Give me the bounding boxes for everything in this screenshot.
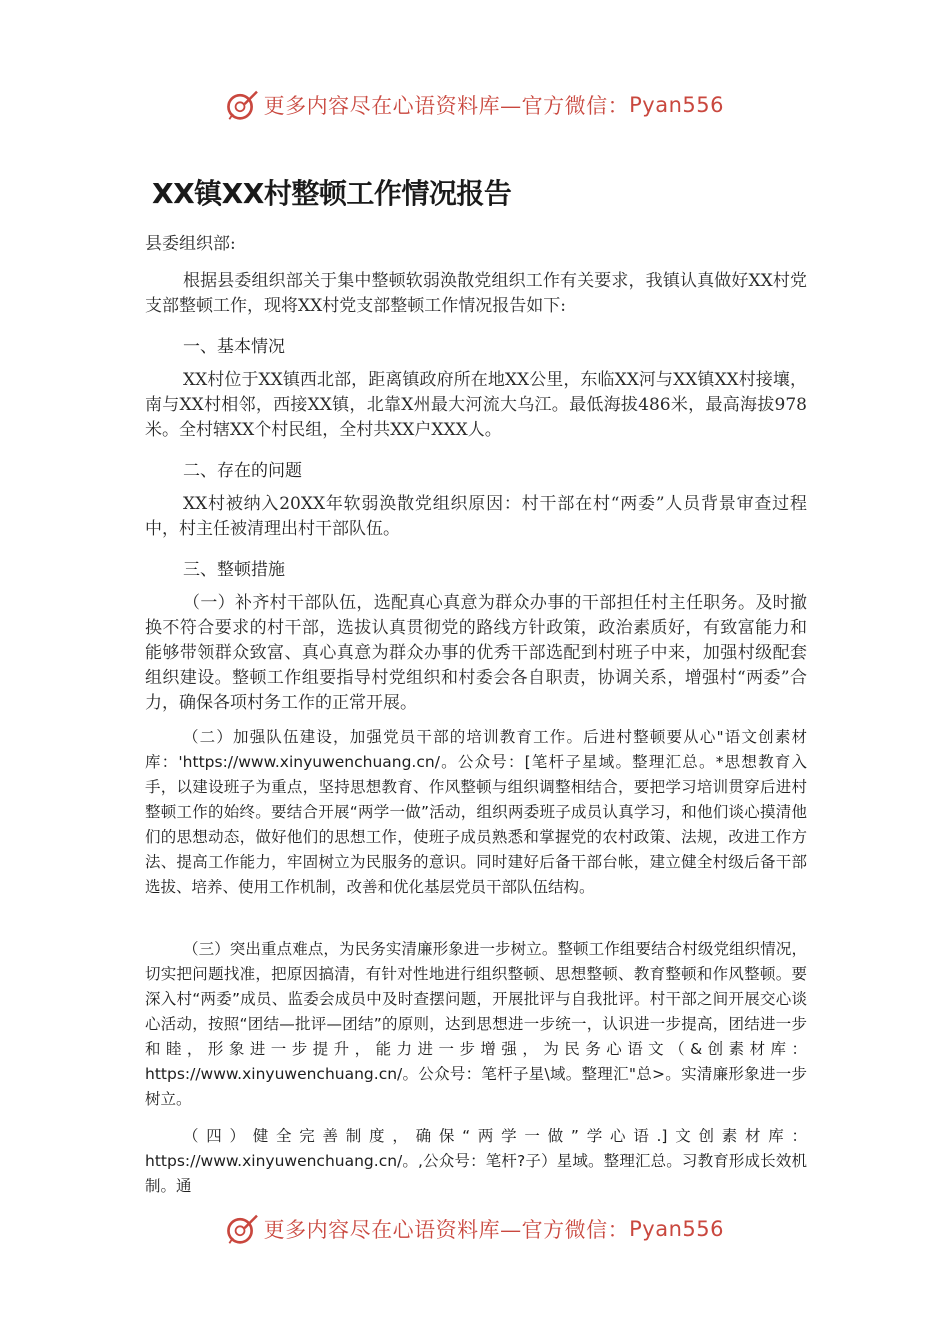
pen-logo-icon bbox=[224, 1209, 260, 1249]
section-body-2: XX村被纳入20XX年软弱涣散党组织原因：村干部在村“两委”人员背景审查过程中，村主任被清理出村干部队伍。 bbox=[145, 494, 807, 539]
measure-3: （三）突出重点难点，为民务实清廉形象进一步树立。整顿工作组要结合村级党组织情况，切实把问题找准，把原因搞清，有针对性地进行组织整顿、思想整顿、教育整顿和作风整顿。要深入村“两委”成员、监委会成员中及时查摆问题，开展批评与自我批评。村干部之间开展交心谈心活动，按照“团结—批评—团结”的原则，达到思想进一步统一，认识进一步提高，团结进一步和睦，形象进一步提升，能力进一步增强，为民务心语文（&创素材库：https://www.xinyuwenchuang.cn/。公众号：笔杆子星\域。整理汇"总>。实清廉形象进一步树立。 bbox=[145, 940, 807, 1108]
salutation: 县委组织部: bbox=[145, 234, 236, 254]
wechat-id: Pyan556 bbox=[629, 1217, 724, 1241]
section-body-3: （一）补齐村干部队伍，选配真心真意为群众办事的干部担任村主任职务。及时撤换不符合要求的村干部，选拔认真贯彻党的路线方针政策，政治素质好，有致富能力和能够带领群众致富、真心真意为群众办事的优秀干部选配到村班子中来，加强村级配套组织建设。整顿工作组要指导村党组织和村委会各自职责，协调关系，增强村“两委”合力，确保各项村务工作的正常开展。 bbox=[145, 593, 807, 713]
section-heading-1: 一、基本情况 bbox=[183, 337, 285, 357]
pen-logo-icon bbox=[224, 85, 260, 125]
banner-text: 更多内容尽在心语资料库—官方微信： bbox=[263, 94, 630, 118]
section-heading-2: 二、存在的问题 bbox=[183, 461, 302, 481]
document-title: XX镇XX村整顿工作情况报告 bbox=[152, 177, 512, 210]
wechat-id: Pyan556 bbox=[629, 93, 724, 117]
section-heading-3: 三、整顿措施 bbox=[183, 560, 285, 580]
footer-banner bbox=[224, 1206, 724, 1252]
banner-text: 更多内容尽在心语资料库—官方微信： bbox=[263, 1218, 630, 1242]
section-body-1: XX村位于XX镇西北部，距离镇政府所在地XX公里，东临XX河与XX镇XX村接壤，南与XX村相邻，西接XX镇，北靠X州最大河流大乌江。最低海拔486米，最高海拔978米。全村辖XX个村民组，全村共XX户XXX人。 bbox=[145, 370, 807, 440]
measure-4: （四）健全完善制度，确保“两学一做”学心语.]文创素材库：https://www.xinyuwenchuang.cn/。,公众号：笔杆?子）星域。整理汇总。习教育形成长效机制。通 bbox=[145, 1127, 807, 1195]
measure-2: （二）加强队伍建设，加强党员干部的培训教育工作。后进村整顿要从心"语文创素材库：'https://www.xinyuwenchuang.cn/。公众号：[笔杆子星域。整理汇总。*思想教育入手，以建设班子为重点，坚持思想教育、作风整顿与组织调整相结合，要把学习培训贯穿后进村整顿工作的始终。要结合开展“两学一做”活动，组织两委班子成员认真学习，和他们谈心摸清他们的思想动态，做好他们的思想工作，使班子成员熟悉和掌握党的农村政策、法规，改进工作方法、提高工作能力，牢固树立为民服务的意识。同时建好后备干部台帐，建立健全村级后备干部选拔、培养、使用工作机制，改善和优化基层党员干部队伍结构。 bbox=[145, 728, 807, 896]
header-banner bbox=[224, 82, 724, 128]
intro-paragraph: 根据县委组织部关于集中整顿软弱涣散党组织工作有关要求，我镇认真做好XX村党支部整顿工作，现将XX村党支部整顿工作情况报告如下: bbox=[145, 271, 807, 316]
